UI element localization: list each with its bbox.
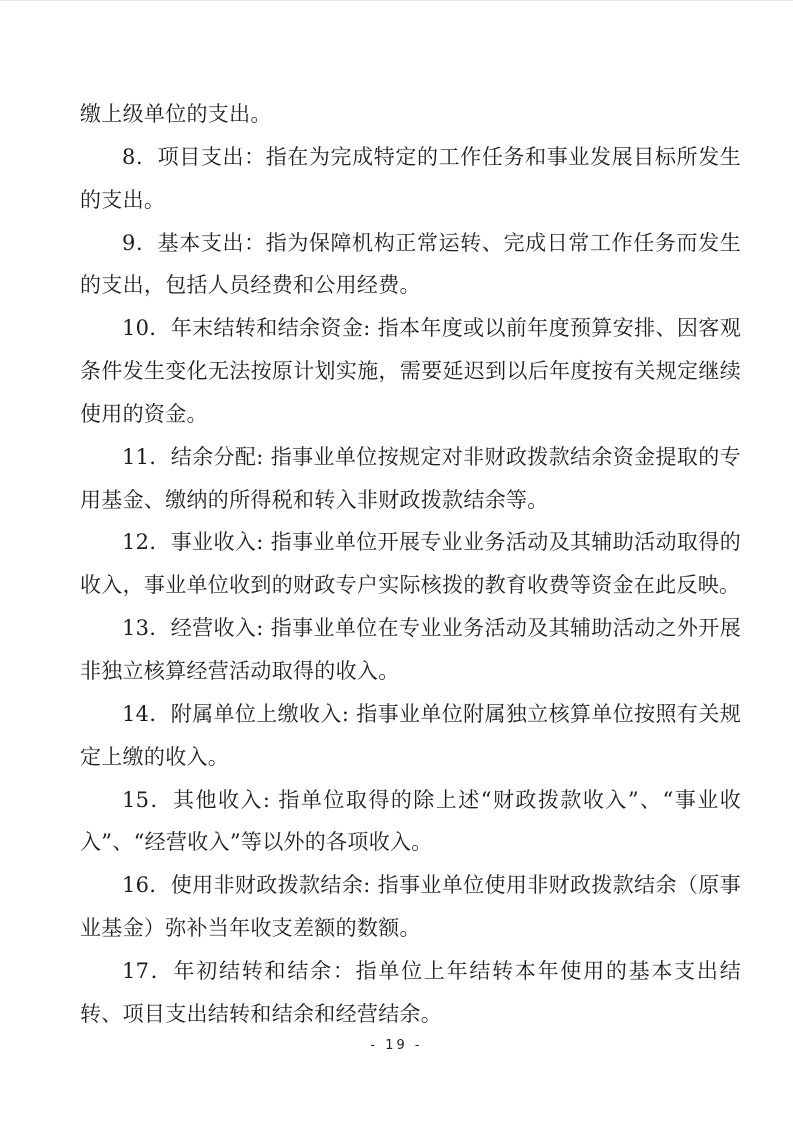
page-footer	[0, 1034, 793, 1053]
paragraph: 15．其他收入: 指单位取得的除上述“财政拨款收入”、“事业收入”、“经营收入”等以外的各项收入。	[80, 787, 741, 855]
document-page	[0, 1, 793, 1122]
paragraph: 12．事业收入: 指事业单位开展专业业务活动及其辅助活动取得的收入，事业单位收到的财政专户实际核拨的教育收费等资金在此反映。	[80, 530, 741, 598]
paragraph: 10．年末结转和结余资金: 指本年度或以前年度预算安排、因客观条件发生变化无法按原计划实施，需要延迟到以后年度按有关规定继续使用的资金。	[80, 316, 741, 426]
document-body	[80, 93, 741, 1036]
page-number: - 19 -	[370, 1038, 423, 1053]
paragraph: 17．年初结转和结余：指单位上年结转本年使用的基本支出结转、项目支出结转和结余和经营结余。	[80, 958, 741, 1026]
paragraph: 9．基本支出：指为保障机构正常运转、完成日常工作任务而发生的支出，包括人员经费和公用经费。	[80, 230, 741, 298]
paragraph: 16．使用非财政拨款结余: 指事业单位使用非财政拨款结余（原事业基金）弥补当年收支差额的数额。	[80, 873, 741, 941]
paragraph: 8．项目支出：指在为完成特定的工作任务和事业发展目标所发生的支出。	[80, 144, 741, 212]
paragraph: 缴上级单位的支出。	[80, 102, 272, 126]
paragraph: 13．经营收入: 指事业单位在专业业务活动及其辅助活动之外开展非独立核算经营活动取得的收入。	[80, 616, 741, 683]
paragraph: 14．附属单位上缴收入: 指事业单位附属独立核算单位按照有关规定上缴的收入。	[80, 701, 741, 769]
paragraph: 11．结余分配: 指事业单位按规定对非财政拨款结余资金提取的专用基金、缴纳的所得税和转入非财政拨款结余等。	[80, 444, 741, 512]
